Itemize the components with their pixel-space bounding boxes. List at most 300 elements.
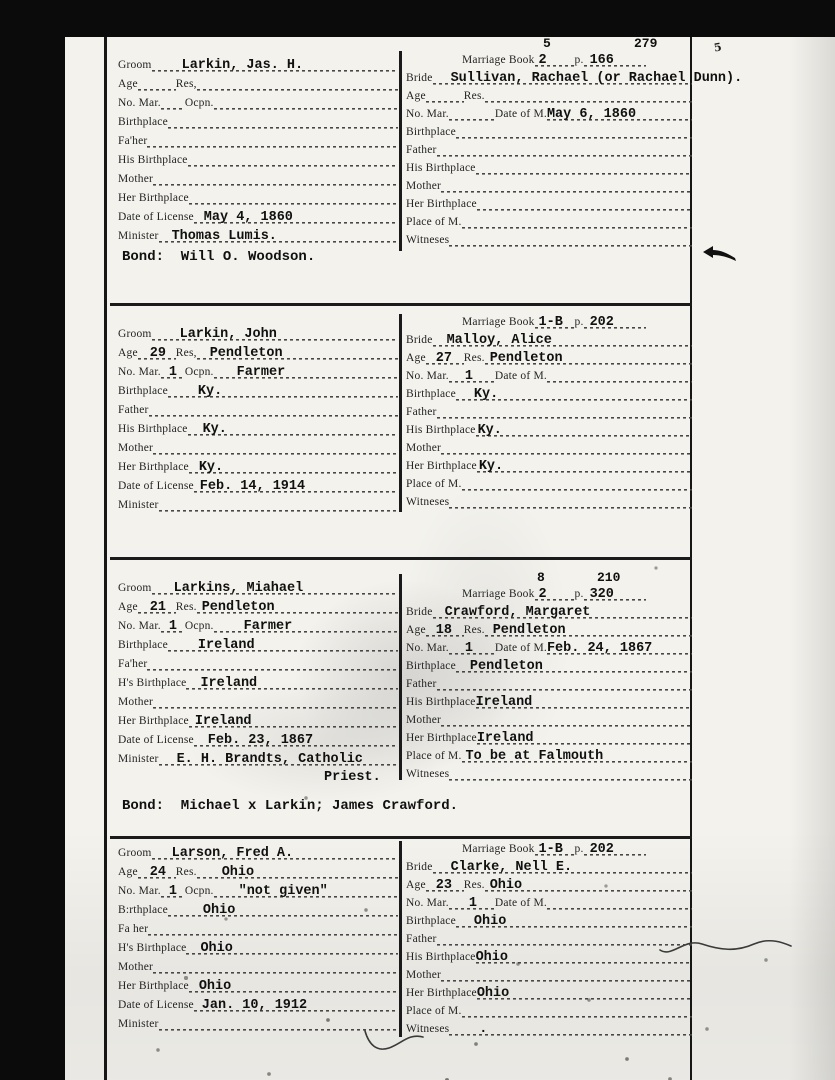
- bond-line: Bond: Michael x Larkin; James Crawford.: [122, 798, 459, 814]
- dotted-line: [584, 588, 646, 601]
- dotted-line: [449, 768, 692, 781]
- dotted-line: [426, 624, 464, 637]
- dotted-line: [186, 942, 398, 955]
- field-row: [406, 103, 692, 121]
- field-label: His Birthplace: [406, 951, 476, 963]
- dotted-line: [433, 71, 743, 86]
- field-label: Groom: [118, 582, 152, 594]
- field-row: [118, 148, 398, 167]
- dotted-line: [476, 424, 692, 437]
- field-row: [406, 67, 743, 86]
- field-value: Ohio: [200, 941, 233, 956]
- field-value: 1: [168, 884, 177, 899]
- field-row: [406, 1018, 692, 1036]
- field-label: Age: [118, 347, 138, 359]
- dotted-line: [437, 933, 692, 946]
- field-label: Res.: [463, 879, 485, 891]
- page-left-rule: [104, 37, 107, 1080]
- dotted-line: [476, 951, 692, 964]
- field-label: Res,: [175, 78, 197, 90]
- field-label: Age: [406, 352, 426, 364]
- document-page: [65, 37, 835, 1080]
- field-label: No. Mar.: [118, 885, 161, 897]
- field-value: 1: [464, 641, 473, 656]
- dotted-line: [477, 732, 692, 745]
- field-row: [118, 671, 398, 690]
- field-value: 2: [538, 53, 547, 68]
- field-row: [118, 186, 398, 205]
- dotted-line: [153, 961, 398, 974]
- field-value: 320: [589, 587, 614, 602]
- dotted-line: [138, 601, 176, 614]
- field-value: Ohio: [221, 865, 255, 880]
- dotted-line: [214, 885, 398, 898]
- dotted-line: [152, 847, 398, 860]
- dotted-line: [476, 162, 692, 175]
- book-superscript: 210: [597, 570, 621, 585]
- dotted-line: [456, 915, 692, 928]
- field-row: [406, 1000, 692, 1018]
- dotted-line: [449, 897, 495, 910]
- field-row: [118, 167, 398, 186]
- field-value: Clarke, Nell E.: [450, 860, 573, 875]
- field-label: H's Birthplace: [118, 942, 187, 954]
- field-row: [118, 576, 398, 595]
- field-row: [118, 747, 398, 766]
- dotted-line: [159, 1018, 398, 1031]
- field-row: [406, 175, 692, 193]
- dotted-line: [462, 750, 692, 763]
- bride-column: [406, 312, 692, 509]
- field-label: Birthplace: [118, 116, 168, 128]
- field-row: [118, 205, 398, 224]
- field-label: Mother: [118, 442, 154, 454]
- field-label: Minister: [118, 499, 159, 511]
- field-value: Feb. 24, 1867: [546, 641, 653, 656]
- dotted-line: [153, 696, 398, 709]
- field-value: Feb. 14, 1914: [199, 479, 306, 494]
- bride-column: [406, 571, 692, 781]
- dotted-line: [189, 980, 398, 993]
- field-label: Her Birthplace: [118, 461, 189, 473]
- field-value: Pendleton: [489, 351, 563, 366]
- field-row: [118, 633, 398, 652]
- field-label: Place of M.: [406, 1005, 462, 1017]
- column-divider-line: [399, 841, 402, 1037]
- field-value: Ky.: [197, 384, 223, 399]
- dotted-line: [189, 715, 398, 728]
- field-label: Res,: [175, 347, 197, 359]
- field-row: [118, 129, 398, 148]
- dotted-line: [194, 480, 398, 493]
- groom-column: [118, 576, 398, 785]
- dotted-line: [437, 406, 692, 419]
- field-row: [462, 312, 692, 329]
- field-row: [406, 347, 692, 365]
- field-label: Date of M.: [494, 370, 547, 382]
- field-label: No. Mar.: [118, 620, 161, 632]
- field-label: p.: [574, 54, 584, 66]
- dotted-line: [547, 642, 692, 655]
- field-row: [462, 584, 692, 601]
- dotted-line: [433, 606, 692, 619]
- field-row: [406, 946, 692, 964]
- dotted-line: [194, 999, 398, 1012]
- dotted-line: [456, 660, 692, 673]
- field-value: 2: [538, 587, 547, 602]
- field-label: Minister: [118, 753, 159, 765]
- field-value: 1-B: [538, 842, 563, 857]
- field-row: [406, 329, 692, 347]
- field-value: Pendleton: [492, 623, 566, 638]
- field-value: Farmer: [236, 365, 286, 380]
- dotted-line: [547, 370, 692, 383]
- dotted-line: [456, 126, 692, 139]
- bond-line: Bond: Will O. Woodson.: [122, 249, 316, 265]
- field-value: 202: [589, 842, 614, 857]
- field-label: Mother: [406, 969, 442, 981]
- field-row: [118, 898, 398, 917]
- field-row: [406, 139, 692, 157]
- dotted-line: [433, 861, 692, 874]
- field-label: Age: [118, 601, 138, 613]
- dotted-line: [535, 316, 575, 329]
- dotted-line: [477, 460, 692, 473]
- dotted-line: [584, 843, 646, 856]
- field-row: [118, 614, 398, 633]
- field-value: Ky.: [202, 422, 227, 437]
- field-row: [118, 436, 398, 455]
- field-row: [406, 193, 692, 211]
- field-value: E. H. Brandts, Catholic: [176, 752, 363, 767]
- dotted-line: [194, 211, 398, 224]
- field-label: B:rthplace: [118, 904, 168, 916]
- dotted-line: [426, 879, 464, 892]
- dotted-line: [441, 714, 692, 727]
- field-row: [406, 383, 692, 401]
- dotted-line: [441, 180, 692, 193]
- field-value: Ohio: [475, 950, 508, 965]
- field-row: [118, 341, 398, 360]
- field-label: His Birthplace: [406, 424, 476, 436]
- field-label: Her Birthplace: [406, 460, 477, 472]
- field-row: [118, 322, 398, 341]
- field-value: Ireland: [475, 695, 533, 710]
- field-label: Ocpn.: [184, 620, 214, 632]
- film-border-left: [0, 0, 65, 1080]
- field-row: [406, 763, 692, 781]
- dotted-line: [161, 885, 185, 898]
- field-row: [118, 993, 398, 1012]
- field-value: Jan. 10, 1912: [201, 998, 308, 1013]
- dotted-line: [214, 620, 398, 633]
- field-row: [406, 874, 692, 892]
- field-row: [406, 401, 692, 419]
- field-row: [406, 637, 692, 655]
- field-label: Age: [118, 78, 138, 90]
- field-row: [406, 856, 692, 874]
- field-label: p.: [574, 316, 584, 328]
- dotted-line: [188, 423, 398, 436]
- film-border-top: [0, 0, 835, 37]
- dotted-line: [138, 78, 176, 91]
- dotted-line: [485, 90, 692, 103]
- field-value: 29: [149, 346, 166, 361]
- dotted-line: [149, 404, 398, 417]
- dotted-line: [584, 316, 646, 329]
- field-label: Minister: [118, 230, 159, 242]
- field-label: Her Birthplace: [406, 987, 477, 999]
- field-row: [118, 879, 398, 898]
- field-label: Date of License: [118, 211, 194, 223]
- field-label: His Birthplace: [406, 162, 476, 174]
- dotted-line: [197, 601, 398, 614]
- field-label: Bride: [406, 72, 433, 84]
- field-value: 23: [435, 878, 452, 893]
- field-row: [118, 91, 398, 110]
- field-label: His Birthplace: [118, 423, 188, 435]
- groom-column: [118, 841, 398, 1031]
- field-row: [118, 72, 398, 91]
- field-value: Ireland: [200, 676, 258, 691]
- field-row: [406, 892, 692, 910]
- field-value: May 6, 1860: [546, 107, 637, 122]
- field-row: [406, 121, 692, 139]
- field-label: Her Birthplace: [118, 980, 189, 992]
- book-superscript-row: [406, 571, 692, 584]
- field-value: 1-B: [538, 315, 563, 330]
- dotted-line: [426, 352, 464, 365]
- field-label: Birthplace: [118, 639, 168, 651]
- field-value: Larkin, Jas. H.: [181, 58, 304, 73]
- dotted-line: [159, 753, 398, 766]
- field-value: Feb. 23, 1867: [207, 733, 314, 748]
- field-value: Thomas Lumis.: [171, 229, 277, 244]
- field-value: 27: [435, 351, 452, 366]
- dotted-line: [477, 987, 692, 1000]
- field-row: [406, 85, 692, 103]
- field-label: Mother: [406, 714, 442, 726]
- field-label: Date of M.: [494, 108, 547, 120]
- dotted-line: [168, 385, 398, 398]
- field-row: [406, 982, 692, 1000]
- dotted-line: [535, 54, 575, 67]
- field-label: Her Birthplace: [406, 732, 477, 744]
- field-label: No. Mar.: [406, 897, 449, 909]
- field-label: Her Birthplace: [406, 198, 477, 210]
- field-value: Ohio: [489, 878, 523, 893]
- field-row: [118, 110, 398, 129]
- dotted-line: [462, 478, 692, 491]
- field-label: Bride: [406, 861, 433, 873]
- field-label: Date of License: [118, 734, 194, 746]
- field-value: Pendleton: [201, 600, 275, 615]
- column-divider-line: [399, 314, 402, 512]
- dotted-line: [456, 388, 692, 401]
- field-row: [118, 709, 398, 728]
- field-label: Fa'her: [118, 135, 148, 147]
- dotted-line: [437, 144, 692, 157]
- field-label: Date of License: [118, 480, 194, 492]
- field-row: [118, 1012, 398, 1031]
- dotted-line: [197, 866, 398, 879]
- field-label: Marriage Book: [462, 588, 535, 600]
- dotted-line: [535, 843, 575, 856]
- dotted-line: [547, 108, 692, 121]
- field-label: Groom: [118, 328, 152, 340]
- field-label: No. Mar.: [118, 97, 161, 109]
- field-value: May 4, 1860: [203, 210, 293, 225]
- dotted-line: [433, 334, 692, 347]
- field-row: [406, 727, 692, 745]
- field-row: [118, 766, 398, 785]
- field-value: Ohio: [198, 979, 232, 994]
- book-superscript: 8: [537, 570, 545, 585]
- field-row: [118, 974, 398, 993]
- field-label: Birthplace: [118, 385, 168, 397]
- dotted-line: [153, 442, 398, 455]
- field-label: Ocpn.: [184, 366, 214, 378]
- field-value: To be at Falmouth: [465, 749, 604, 764]
- dotted-line: [449, 370, 495, 383]
- dotted-line: [462, 1005, 692, 1018]
- field-value: "not given": [238, 884, 328, 899]
- book-superscript-row: [406, 37, 692, 50]
- field-row: [406, 655, 692, 673]
- field-row: [406, 709, 692, 727]
- field-label: Age: [406, 90, 426, 102]
- field-label: Birthplace: [406, 660, 456, 672]
- field-value: Pendleton: [209, 346, 283, 361]
- field-label: Ocpn.: [184, 97, 214, 109]
- field-value: Ireland: [197, 638, 255, 653]
- dotted-line: [197, 347, 398, 360]
- field-label: Date of M.: [494, 897, 547, 909]
- dotted-line: [161, 620, 185, 633]
- column-divider-line: [399, 51, 402, 251]
- dotted-line: [189, 192, 398, 205]
- field-label: Mother: [118, 696, 154, 708]
- field-label: Marriage Book: [462, 316, 535, 328]
- groom-column: [118, 322, 398, 512]
- field-label: Res.: [175, 866, 197, 878]
- dotted-line: [197, 78, 398, 91]
- dotted-line: [153, 173, 398, 186]
- dotted-line: [152, 582, 398, 595]
- field-label: Father: [406, 406, 437, 418]
- field-row: [406, 229, 692, 247]
- dotted-line: [147, 135, 398, 148]
- field-row: [406, 745, 692, 763]
- field-row: [406, 910, 692, 928]
- book-superscript: 279: [634, 36, 658, 51]
- field-value: Ky.: [477, 423, 502, 438]
- field-label: Mother: [118, 173, 154, 185]
- dotted-line: [148, 923, 398, 936]
- field-label: His Birthplace: [406, 696, 476, 708]
- field-value: Crawford, Margaret: [444, 605, 591, 620]
- field-label: Bride: [406, 606, 433, 618]
- corner-page-mark: 5: [712, 40, 723, 55]
- field-label: Res.: [175, 601, 197, 613]
- record-block: [110, 36, 743, 303]
- dotted-line: [477, 198, 692, 211]
- field-row: [118, 474, 398, 493]
- dotted-line: [186, 677, 398, 690]
- field-label: Fa'her: [118, 658, 148, 670]
- field-row: [406, 601, 692, 619]
- field-label: Birthplace: [406, 126, 456, 138]
- book-superscript: 5: [543, 36, 551, 51]
- field-label: Place of M.: [406, 216, 462, 228]
- field-row: [118, 224, 398, 243]
- field-label: Her Birthplace: [118, 192, 189, 204]
- field-row: [118, 728, 398, 747]
- field-row: [118, 652, 398, 671]
- field-row: [118, 493, 398, 512]
- field-value: Larkin, John: [179, 327, 277, 342]
- field-row: [118, 53, 398, 72]
- field-value: Ohio: [476, 986, 510, 1001]
- field-label: Mother: [406, 180, 442, 192]
- field-row: [406, 419, 692, 437]
- field-label: Witneses: [406, 234, 450, 246]
- dotted-line: [584, 54, 646, 67]
- field-label: Fa her: [118, 923, 149, 935]
- dotted-line: [168, 904, 398, 917]
- field-label: No. Mar.: [406, 108, 449, 120]
- dotted-line: [214, 366, 398, 379]
- field-row: [118, 690, 398, 709]
- dotted-line: [152, 59, 398, 72]
- dotted-line: [449, 234, 692, 247]
- field-row: [462, 50, 692, 67]
- dotted-line: [161, 97, 185, 110]
- dotted-line: [147, 658, 398, 671]
- field-value: Larkins, Miahael: [173, 581, 304, 596]
- dotted-line: [168, 639, 398, 652]
- field-label: Date of License: [118, 999, 194, 1011]
- field-row: [118, 595, 398, 614]
- dotted-line: [441, 442, 692, 455]
- field-row: [406, 437, 692, 455]
- field-row: [406, 491, 692, 509]
- field-label: Father: [406, 678, 437, 690]
- field-row: [406, 365, 692, 383]
- field-value: Pendleton: [469, 659, 543, 674]
- field-label: Mother: [118, 961, 154, 973]
- field-label: Father: [406, 933, 437, 945]
- dotted-line: [449, 642, 495, 655]
- dotted-line: [214, 97, 398, 110]
- field-value: 24: [149, 865, 166, 880]
- field-label: Witneses: [406, 1023, 450, 1035]
- field-value: Ky.: [198, 460, 224, 475]
- dotted-line: [449, 1023, 692, 1036]
- field-row: [118, 417, 398, 436]
- record-block: [110, 558, 692, 836]
- field-label: p.: [574, 588, 584, 600]
- field-value: 1: [468, 896, 477, 911]
- field-value: Ohio: [202, 903, 236, 918]
- dotted-line: [161, 366, 185, 379]
- field-value: .: [479, 1022, 488, 1037]
- dotted-line: [437, 678, 692, 691]
- field-label: No. Mar.: [406, 642, 449, 654]
- field-value: 18: [435, 623, 452, 638]
- dotted-line: [449, 496, 692, 509]
- field-value: Ohio: [473, 914, 507, 929]
